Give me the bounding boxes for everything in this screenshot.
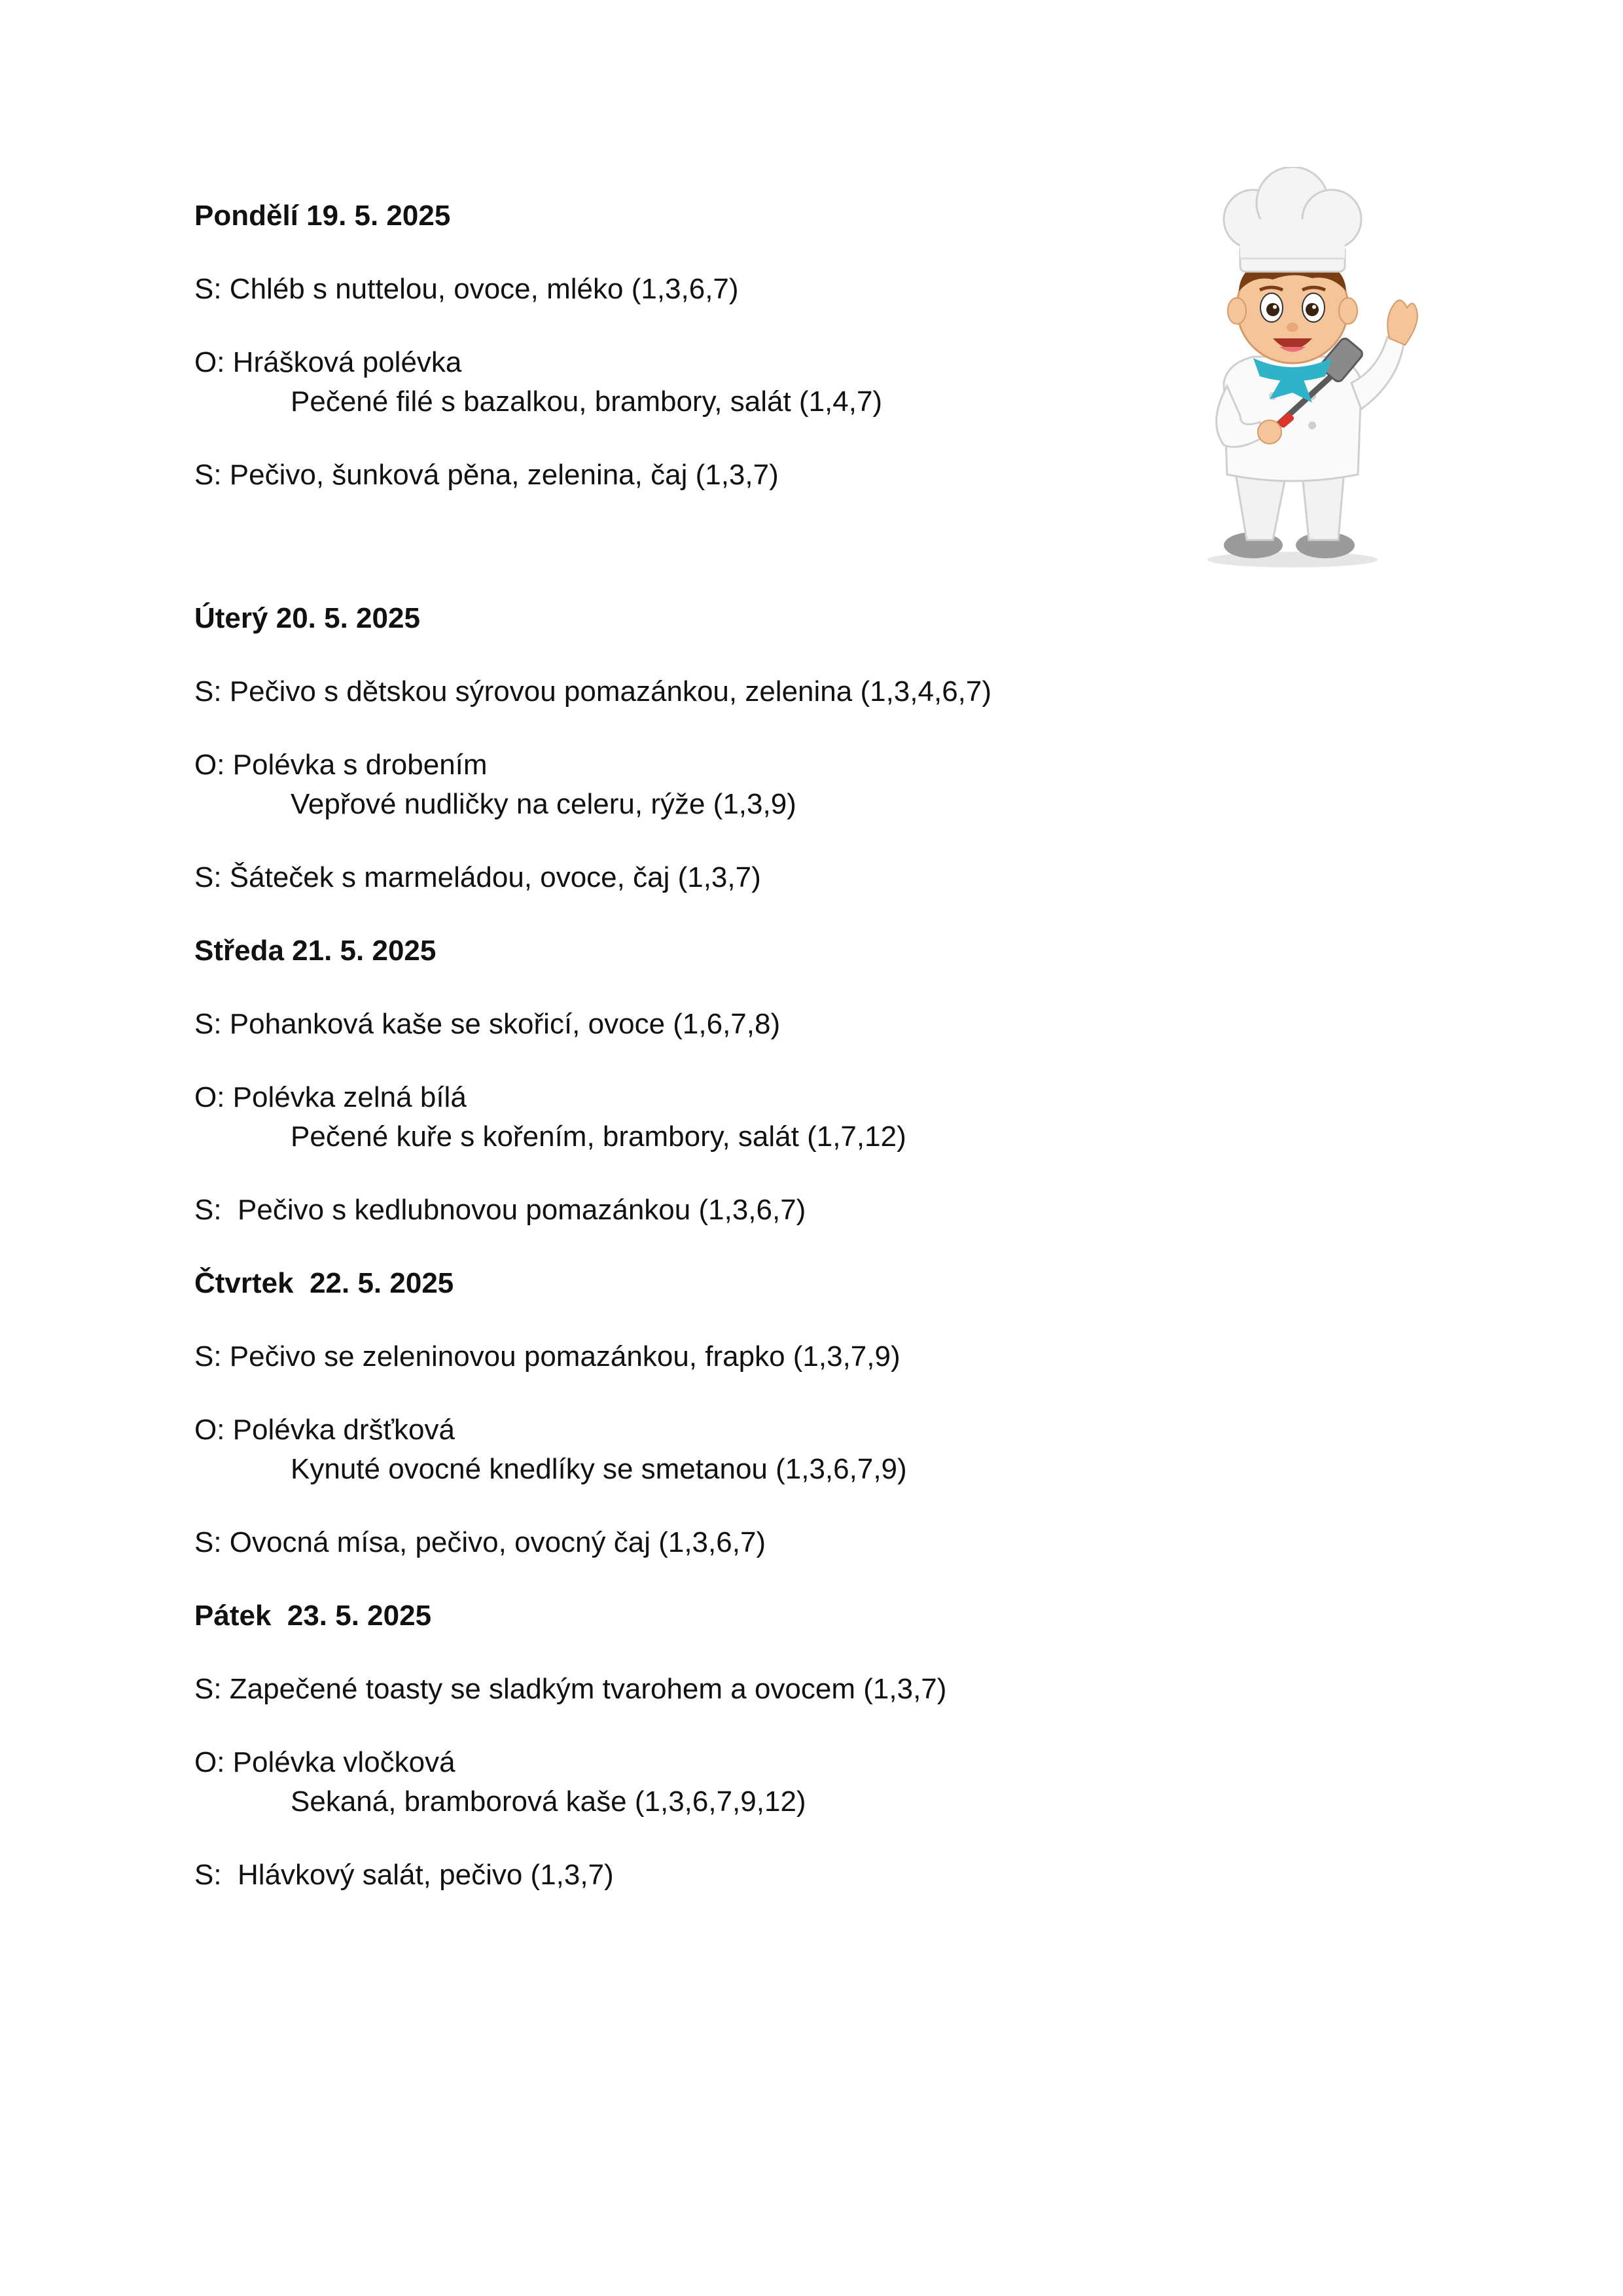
- day-monday: [194, 196, 1176, 495]
- day-tuesday: [194, 599, 1176, 897]
- afternoon-snack: S: Ovocná mísa, pečivo, ovocný čaj (1,3,6,7): [194, 1526, 766, 1558]
- lunch-soup: O: Polévka dršťková: [194, 1414, 455, 1446]
- afternoon-snack: S: Šáteček s marmeládou, ovoce, čaj (1,3,7): [194, 861, 761, 893]
- afternoon-snack: S: Hlávkový salát, pečivo (1,3,7): [194, 1859, 614, 1891]
- weekly-menu: [194, 196, 1176, 1895]
- day-title: Středa 21. 5. 2025: [194, 935, 437, 967]
- day-friday: [194, 1596, 1176, 1895]
- day-title: Pondělí 19. 5. 2025: [194, 200, 451, 232]
- morning-snack: S: Pečivo se zeleninovou pomazánkou, frapko (1,3,7,9): [194, 1340, 901, 1372]
- afternoon-snack: S: Pečivo s kedlubnovou pomazánkou (1,3,6,7): [194, 1194, 806, 1226]
- morning-snack: S: Pohanková kaše se skořicí, ovoce (1,6,7,8): [194, 1008, 781, 1040]
- morning-snack: S: Pečivo s dětskou sýrovou pomazánkou, zelenina (1,3,4,6,7): [194, 675, 992, 708]
- lunch-main: Pečené filé s bazalkou, brambory, salát (1,4,7): [291, 386, 883, 418]
- day-thursday: [194, 1264, 1176, 1562]
- lunch-soup: O: Polévka vločková: [194, 1746, 455, 1778]
- morning-snack: S: Chléb s nuttelou, ovoce, mléko (1,3,6,7): [194, 273, 739, 305]
- chef-icon: [1162, 167, 1423, 573]
- afternoon-snack: S: Pečivo, šunková pěna, zelenina, čaj (1,3,7): [194, 459, 779, 491]
- lunch-main: Sekaná, bramborová kaše (1,3,6,7,9,12): [291, 1785, 806, 1818]
- lunch-soup: O: Polévka s drobením: [194, 749, 488, 781]
- lunch-soup: O: Polévka zelná bílá: [194, 1081, 467, 1113]
- day-title: Pátek 23. 5. 2025: [194, 1600, 432, 1632]
- lunch-main: Kynuté ovocné knedlíky se smetanou (1,3,6,7,9): [291, 1453, 907, 1485]
- day-title: Úterý 20. 5. 2025: [194, 602, 420, 634]
- day-title: Čtvrtek 22. 5. 2025: [194, 1267, 454, 1299]
- lunch-main: Vepřové nudličky na celeru, rýže (1,3,9): [291, 788, 796, 820]
- lunch-main: Pečené kuře s kořením, brambory, salát (1,7,12): [291, 1121, 906, 1153]
- day-wednesday: [194, 931, 1176, 1230]
- lunch-soup: O: Hrášková polévka: [194, 346, 462, 378]
- morning-snack: S: Zapečené toasty se sladkým tvarohem a ovocem (1,3,7): [194, 1673, 947, 1705]
